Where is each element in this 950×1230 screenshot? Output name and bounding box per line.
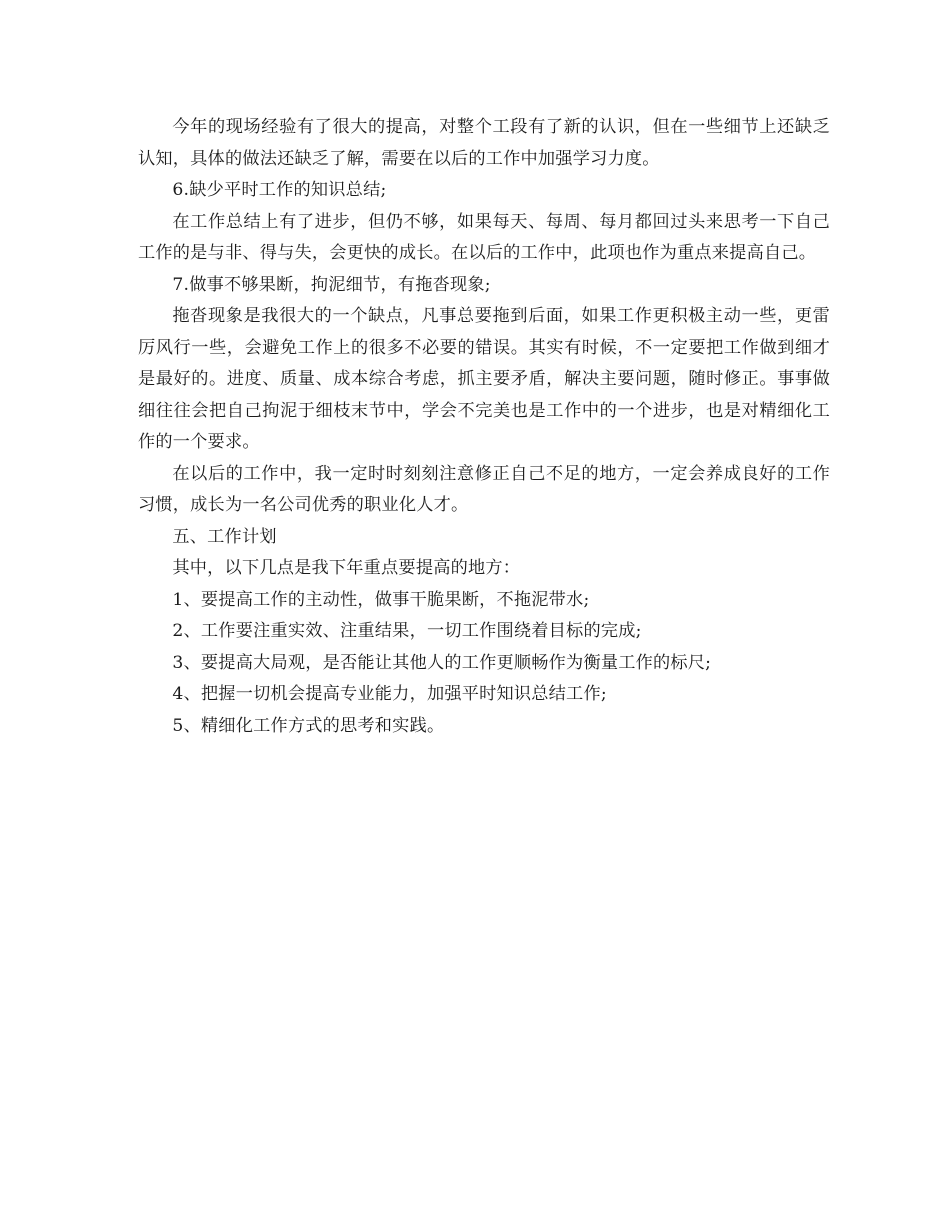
plan-item-3: 3、要提高大局观，是否能让其他人的工作更顺畅作为衡量工作的标尺; xyxy=(172,652,712,673)
section-heading-work-plan: 五、工作计划 xyxy=(172,526,277,547)
heading-item-6: 6.缺少平时工作的知识总结; xyxy=(172,180,387,200)
plan-item-2: 2、工作要注重实效、注重结果，一切工作围绕着目标的完成; xyxy=(172,621,642,641)
paragraph-experience: 今年的现场经验有了很大的提高，对整个工段有了新的认识，但在一些细节上还缺乏认知，具体的做法还缺乏了解，需要在以后的工作中加强学习力度。 xyxy=(138,117,830,169)
plan-intro: 其中，以下几点是我下年重点要提高的地方： xyxy=(172,558,521,578)
paragraph-commitment: 在以后的工作中，我一定时时刻刻注意修正自己不足的地方，一定会养成良好的工作习惯，成长为一名公司优秀的职业化人才。 xyxy=(138,463,830,515)
document-body xyxy=(138,112,830,742)
plan-item-4: 4、把握一切机会提高专业能力，加强平时知识总结工作; xyxy=(172,684,607,704)
paragraph-summary: 在工作总结上有了进步，但仍不够，如果每天、每周、每月都回过头来思考一下自己工作的是与非、得与失，会更快的成长。在以后的工作中，此项也作为重点来提高自己。 xyxy=(138,211,830,263)
paragraph-procrastination: 拖沓现象是我很大的一个缺点，凡事总要拖到后面，如果工作更积极主动一些，更雷厉风行一些，会避免工作上的很多不必要的错误。其实有时候，不一定要把工作做到细才是最好的。进度、质量、成本综合考虑，抓主要矛盾，解决主要问题，随时修正。事事做细往往会把自己拘泥于细枝末节中，学会不完美也是工作中的一个进步，也是对精细化工作的一个要求。 xyxy=(138,306,830,452)
plan-item-5: 5、精细化工作方式的思考和实践。 xyxy=(172,715,445,736)
plan-item-1: 1、要提高工作的主动性，做事干脆果断，不拖泥带水; xyxy=(172,589,590,610)
heading-item-7: 7.做事不够果断，拘泥细节，有拖沓现象; xyxy=(172,274,491,295)
